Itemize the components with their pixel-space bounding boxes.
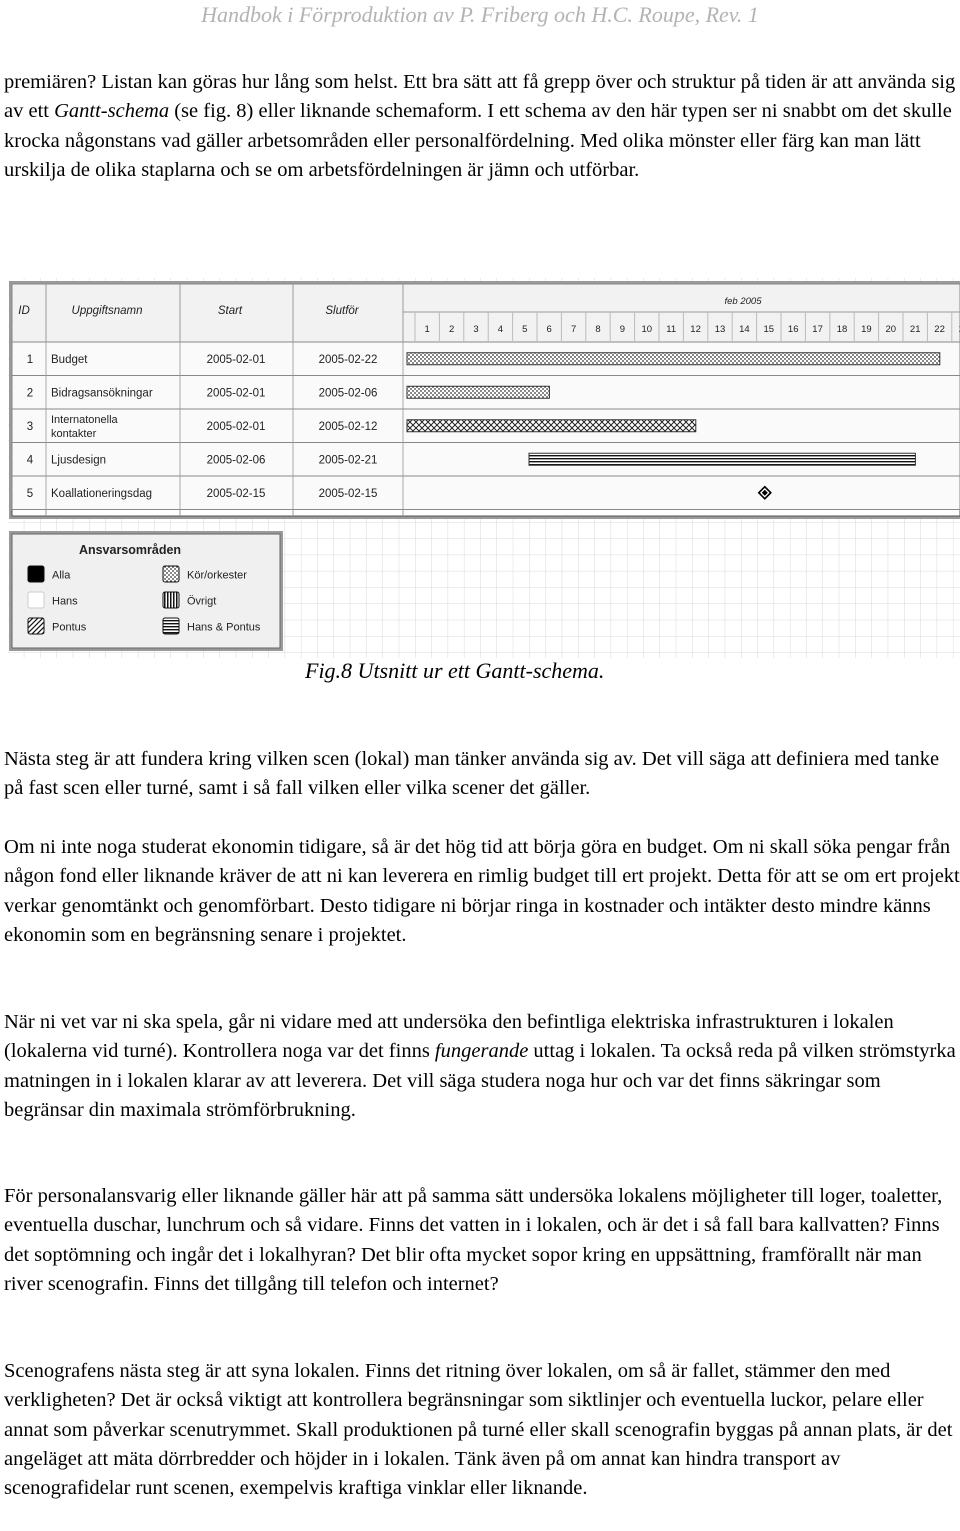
day-label: 9	[619, 324, 626, 335]
paragraph-electrical-emphasis: fungerande	[434, 1040, 529, 1063]
task-id: 1	[26, 353, 34, 366]
task-start: 2005-02-01	[206, 353, 266, 366]
legend-title: Ansvarsområden	[78, 543, 182, 557]
day-label: 2	[448, 324, 455, 335]
paragraph-scenography: Scenografens nästa steg är att syna lokalen. Finns det ritning över lokalen, om så är fallet, stämmer den med verkligheten? Det är också viktigt att kontrollera begränsningar som siktlinjer och eventuella luckor, pelare eller annat som påverkar scenutrymmet. Skall produktionen på turné eller skall scenografin byggas på annan plats, är det angeläget att mäta dörrbredder och höjder in i lokalen. Tänk även på om annat kan hindra transport av scenografidelar runt scenen, exempelvis kraftiga vinklar eller liknande.	[4, 1360, 953, 1500]
column-header: Slutför	[325, 305, 359, 317]
legend-swatch	[28, 618, 44, 634]
paragraph-electrical	[4, 1008, 960, 1125]
day-label: 16	[787, 324, 799, 335]
day-label: 8	[595, 324, 601, 335]
column-header: Uppgiftsnamn	[71, 305, 143, 317]
day-label: 3	[473, 324, 479, 335]
task-start: 2005-02-01	[206, 387, 266, 400]
day-label: 21	[909, 324, 921, 335]
task-end: 2005-02-21	[318, 454, 378, 467]
paragraph-intro	[4, 68, 960, 185]
table-row	[12, 476, 960, 510]
legend-swatch	[28, 566, 44, 582]
paragraph-budget: Om ni inte noga studerat ekonomin tidigare, så är det hög tid att börja göra en budget. Om ni skall söka pengar från någon fond eller liknande kräver de att ni kan leverera en rimlig budget till ert projekt. Detta för att se om ert projekt verkar genomtänkt och genomförbart. Desto tidigare ni börjar ringa in kostnader och intäkter desto mindre känns ekonomin som en begränsning senare i projektet.	[4, 836, 960, 946]
task-name: Koallationeringsdag	[51, 487, 153, 500]
task-bar	[407, 420, 696, 432]
day-label: 12	[690, 324, 701, 335]
task-name: Internatonella	[51, 413, 118, 426]
day-label: 22	[934, 324, 945, 335]
figure-caption: Fig.8 Utsnitt ur ett Gantt-schema.	[305, 658, 605, 683]
task-start: 2005-02-01	[206, 420, 266, 433]
task-name: kontakter	[51, 427, 97, 440]
task-name: Ljusdesign	[51, 454, 106, 467]
task-end: 2005-02-22	[318, 353, 378, 366]
legend-label: Hans	[52, 595, 78, 608]
day-label: 19	[861, 324, 872, 335]
paragraph-staff: För personalansvarig eller liknande gäller här att på samma sätt undersöka lokalens möjligheter till loger, toaletter, eventuella duschar, lunchrum och så vidare. Finns det vatten in i lokalen, och är det i så fall bara kallvatten? Finns det soptömning och ingår det i lokalhyran? Det blir ofta mycket sopor kring en uppsättning, framförallt när man river scenografin. Finns det tillgång till telefon och internet?	[4, 1185, 943, 1295]
task-bar	[529, 453, 915, 465]
task-bar	[407, 353, 940, 365]
gantt-chart	[8, 278, 960, 658]
legend-swatch	[163, 592, 179, 608]
day-label: 15	[763, 324, 775, 335]
task-name: Budget	[51, 353, 88, 366]
paragraph-electrical-part2: uttag i lokalen. Ta också reda på vilken strömstyrka matningen in i lokalen klarar av att leverera. Det vill säga studera noga hur och var det finns säkringar som begränsar din maximala strömförbrukning.	[4, 1040, 956, 1121]
task-end: 2005-02-06	[318, 387, 378, 400]
timeline-month-label: feb 2005	[724, 296, 762, 307]
day-label: 13	[714, 324, 726, 335]
task-id: 5	[26, 487, 34, 500]
task-end: 2005-02-15	[318, 487, 378, 500]
legend-label: Hans & Pontus	[187, 621, 261, 634]
day-label: 1	[424, 324, 430, 335]
day-label: 18	[836, 324, 848, 335]
paragraph-venue: Nästa steg är att fundera kring vilken scen (lokal) man tänker använda sig av. Det vill säga att definiera med tanke på fast scen eller turné, samt i så fall vilken eller vilka scener det gäller.	[4, 748, 940, 800]
day-label: 5	[522, 324, 528, 335]
day-label: 4	[497, 324, 504, 335]
legend-label: Övrigt	[187, 595, 217, 608]
day-label: 20	[885, 324, 897, 335]
column-header: ID	[18, 305, 30, 317]
gantt-figure	[8, 278, 960, 658]
page-header: Handbok i Förproduktion av P. Friberg och H.C. Roupe, Rev. 1	[201, 2, 759, 27]
paragraph-intro-emphasis: Gantt-schema	[54, 100, 170, 123]
day-label: 6	[546, 324, 552, 335]
legend-label: Alla	[52, 569, 71, 582]
task-id: 3	[26, 420, 34, 433]
paragraph-electrical-part1: När ni vet var ni ska spela, går ni vidare med att undersöka den befintliga elektriska infrastrukturen i lokalen (lokalerna vid turné). Kontrollera noga var det finns	[4, 1011, 894, 1063]
day-label: 17	[812, 324, 823, 335]
day-label: 10	[641, 324, 653, 335]
day-label: 14	[739, 324, 750, 335]
paragraph-intro-part1: premiären? Listan kan göras hur lång som helst. Ett bra sätt att få grepp över och struktur på tiden är att använda sig av ett	[4, 71, 956, 123]
task-id: 2	[26, 387, 34, 400]
task-start: 2005-02-06	[206, 454, 266, 467]
task-id: 4	[26, 454, 34, 467]
task-bar	[407, 386, 549, 398]
task-name: Bidragsansökningar	[51, 387, 153, 400]
day-label: 7	[570, 324, 577, 335]
day-label: 11	[666, 324, 677, 335]
task-start: 2005-02-15	[206, 487, 266, 500]
legend-swatch	[163, 618, 179, 634]
legend-label: Pontus	[52, 621, 87, 634]
legend-swatch	[163, 566, 179, 582]
task-end: 2005-02-12	[318, 420, 378, 433]
legend-label: Kör/orkester	[187, 569, 247, 582]
column-header: Start	[217, 305, 243, 317]
legend-swatch	[28, 592, 44, 608]
paragraph-intro-part2: (se fig. 8) eller liknande schemaform. I ett schema av den här typen ser ni snabbt om det skulle krocka någonstans vad gäller arbetsområden eller personalfördelning. Med olika mönster eller färg kan man lätt urskilja de olika staplarna och se om arbetsfördelningen är jämn och utförbar.	[4, 100, 952, 181]
